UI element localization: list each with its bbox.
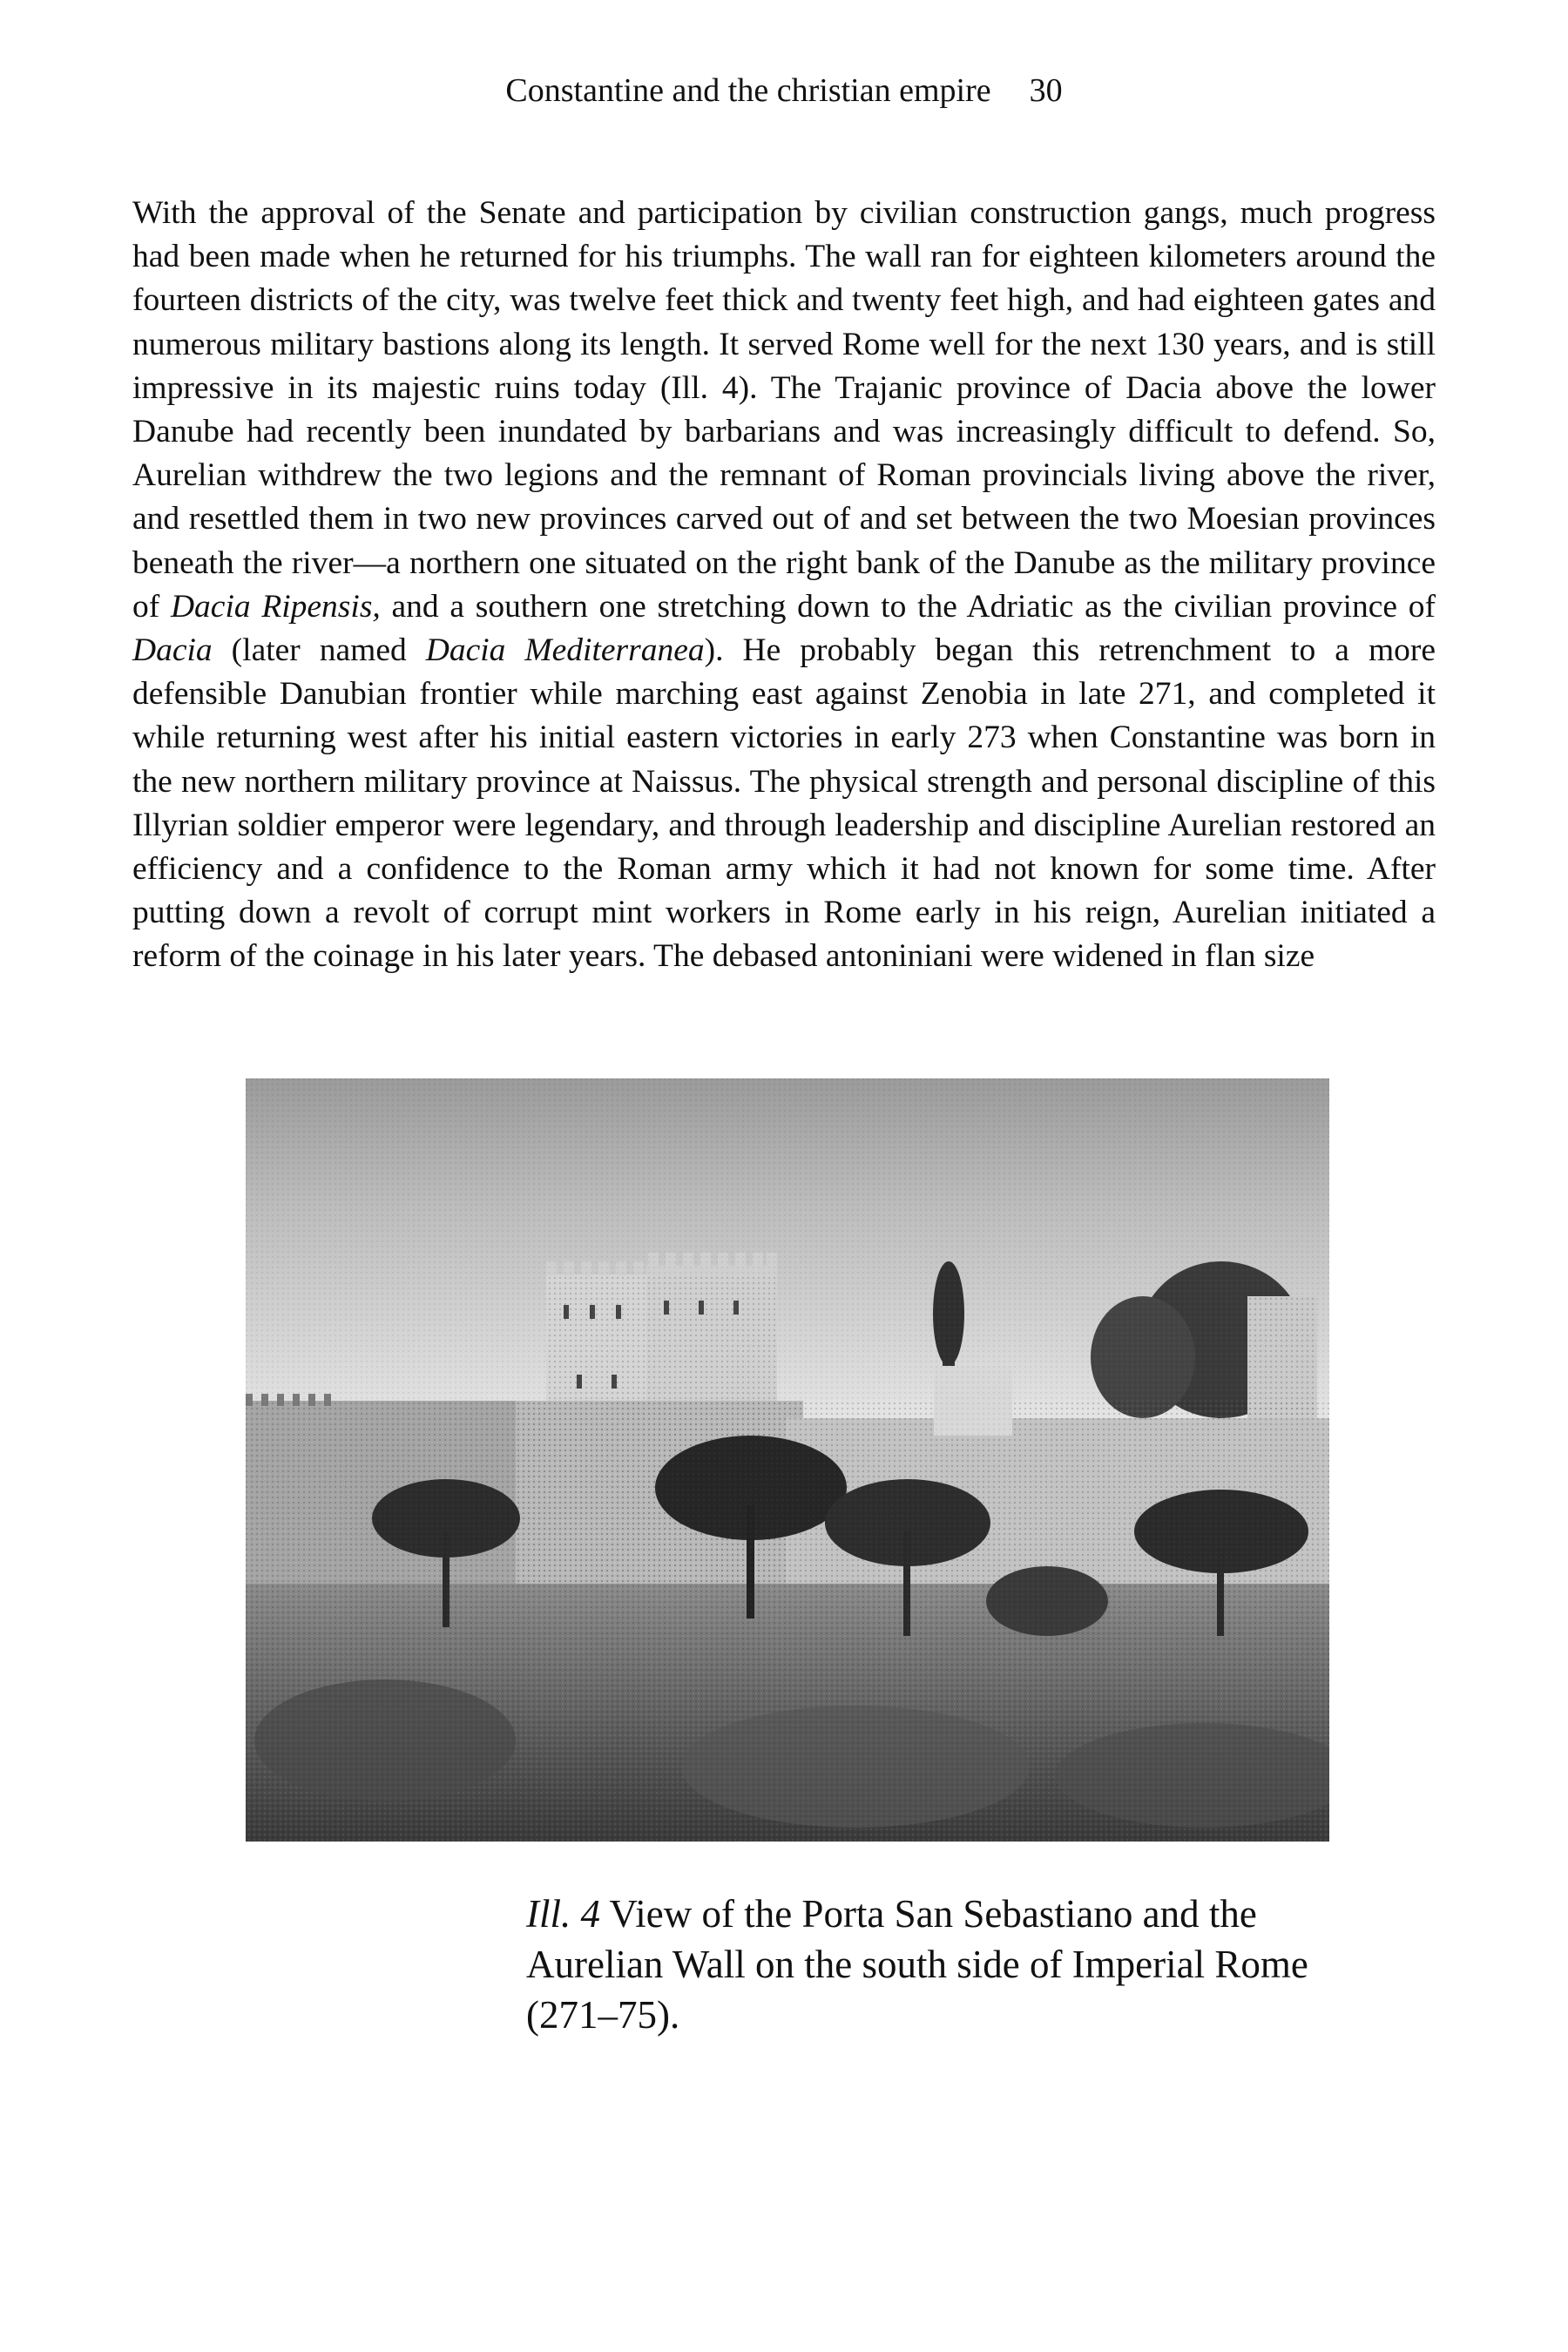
text-run: (later named [212,632,426,669]
text-run: ). He probably began this retrenchment to a more defensible Danubian frontier while marching east against Zenobia in late 271, and completed it while returning west after his initial eastern victories in early 273 when Constantine was born in the new northern military province at Naissus. The physical strength and personal discipline of this Illyrian soldier emperor were legendary, and through leadership and discipline Aurelian restored an efficiency and a confidence to the Roman army which it had not known for some time. After putting down a revolt of corrupt mint workers in Rome early in his reign, Aurelian initiated a reform of the coinage in his later years. The debased antoniniani were widened in flan size [132,632,1436,975]
text-run: With the approval of the Senate and participation by civilian construction gangs, much progress had been made when he returned for his triumphs. The wall ran for eighteen kilometers around the fourteen districts of the city, was twelve feet thick and twenty feet high, and had eighteen gates and numerous military bastions along its length. It served Rome well for the next 130 years, and is still impressive in its majestic ruins today (Ill. 4). The Trajanic province of Dacia above the lower Danube had recently been inundated by barbarians and was increasingly difficult to defend. So, Aurelian withdrew the two legions and the remnant of Roman provincials living above the river, and resettled them in two new provinces carved out of and set between the two Moesian provinces beneath the river—a northern one situated on the right bank of the Danube as the military province of [132,195,1436,625]
caption-text: View of the Porta San Sebastiano and the Aurelian Wall on the south side of Imperial Rome (271–75). [526,1892,1308,2037]
italic-term: Dacia Ripensis, [170,588,381,625]
header-title: Constantine and the christian empire [505,72,991,109]
body-paragraph [132,192,1436,979]
italic-term: Dacia Mediterranea [425,632,705,669]
photograph-aurelian-wall [246,1078,1329,1842]
running-header [0,71,1568,110]
photo-illustration [246,1078,1329,1842]
page-number: 30 [1029,72,1063,109]
figure-caption [526,1889,1310,2040]
caption-label: Ill. 4 [526,1892,600,1936]
text-run: and a southern one stretching down to the Adriatic as the civilian province of [380,588,1436,625]
italic-term: Dacia [132,632,213,669]
